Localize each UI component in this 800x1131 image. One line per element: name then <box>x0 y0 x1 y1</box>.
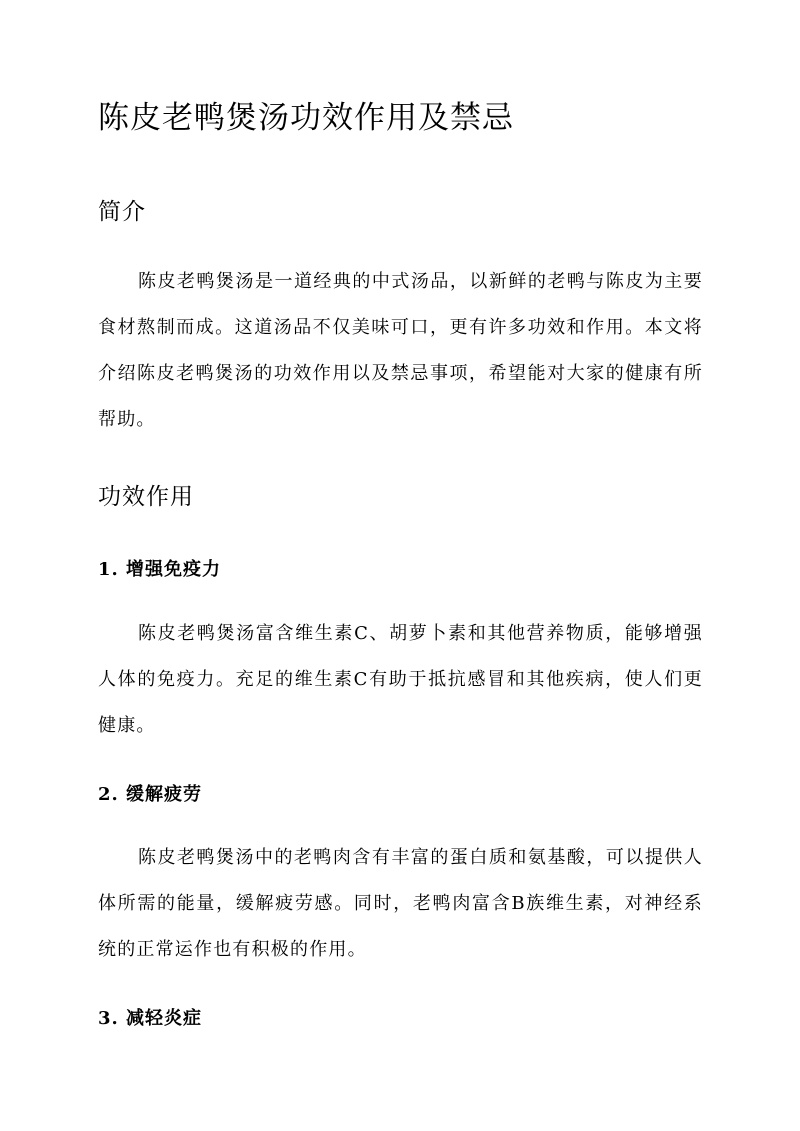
effect-heading-1: 1. 增强免疫力 <box>98 559 222 580</box>
section-heading-intro: 简介 <box>98 199 146 225</box>
effect-heading-3: 3. 减轻炎症 <box>98 1008 203 1029</box>
effect-heading-2: 2. 缓解疲劳 <box>98 784 203 805</box>
effect-paragraph-2: 陈皮老鸭煲汤中的老鸭肉含有丰富的蛋白质和氨基酸，可以提供人体所需的能量，缓解疲劳感。同时，老鸭肉富含B族维生素，对神经系统的正常运作也有积极的作用。 <box>98 847 703 960</box>
effect-paragraph-1: 陈皮老鸭煲汤富含维生素C、胡萝卜素和其他营养物质，能够增强人体的免疫力。充足的维生素C有助于抵抗感冒和其他疾病，使人们更健康。 <box>98 623 703 736</box>
document-title: 陈皮老鸭煲汤功效作用及禁忌 <box>98 100 514 136</box>
intro-paragraph: 陈皮老鸭煲汤是一道经典的中式汤品，以新鲜的老鸭与陈皮为主要食材熬制而成。这道汤品不仅美味可口，更有许多功效和作用。本文将介绍陈皮老鸭煲汤的功效作用以及禁忌事项，希望能对大家的健康有所帮助。 <box>98 271 703 430</box>
section-heading-effects: 功效作用 <box>98 484 194 510</box>
